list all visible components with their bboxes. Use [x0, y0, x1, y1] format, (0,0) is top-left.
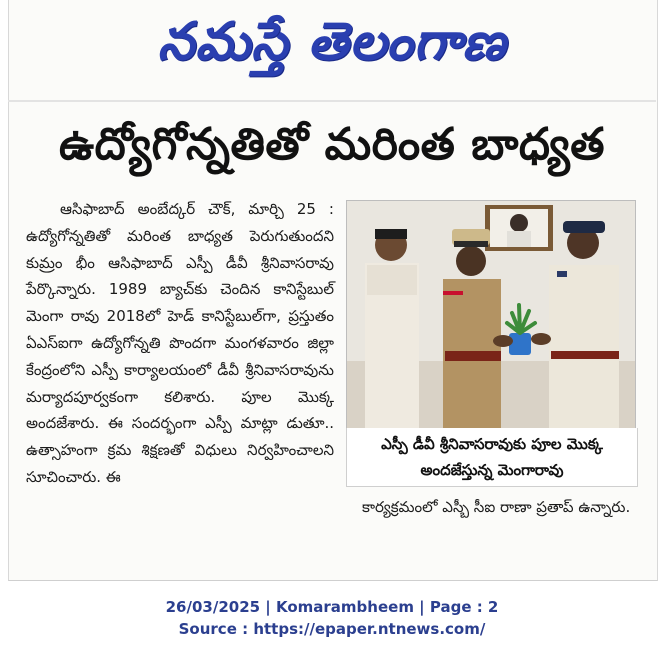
- article-body-text: ఆసిఫాబాద్ అంబేద్కర్ చౌక్, మార్చి 25 : ఉద్యోగోన్నతితో మరింత బాధ్యత పెరుగుతుందని కుమ్రం భీం ఆసిఫాబాద్ ఎస్పీ డీవీ శ్రీనివాసరావు పేర్కొన్నారు. 1989 బ్యాచ్‌కు చెందిన కానిస్టేబుల్ మెంగా రావు 2018లో హెడ్ కానిస్టేబుల్‌గా, ప్రస్తుతం ఏఎస్ఐగా ఉద్యోగోన్నతి పొందగా మంగళవారం జిల్లా కేంద్రంలోని ఎస్పీ కార్యాలయంలో డీవీ శ్రీనివాసరావును మర్యాదపూర్వకంగా కలిశారు. పూల మొక్క అందజేశారు. ఈ సందర్భంగా ఎస్పీ మాట్లా డుతూ.. ఉత్సాహంగా క్రమ శిక్షణతో విధులు నిర్వహించాలని సూచించారు. ఈ: [26, 200, 334, 486]
- article-continuation: కార్యక్రమంలో ఎస్బీ సీఐ రాణా ప్రతాప్ ఉన్నారు.: [362, 498, 631, 516]
- masthead-divider: [8, 100, 656, 102]
- photo-caption-line-2: అందజేస్తున్న మెంగారావు: [420, 461, 564, 479]
- photo-illustration: [347, 201, 635, 429]
- clipping-footer: [0, 596, 664, 640]
- photo-caption: [346, 428, 638, 487]
- article-photo: [346, 200, 636, 430]
- article-headline: ఉద్యోగోన్నతితో మరింత బాధ్యత: [58, 119, 605, 170]
- footer-source-link[interactable]: Source : https://epaper.ntnews.com/: [178, 620, 486, 638]
- masthead-title: నమస్తే తెలంగాణ: [157, 11, 507, 72]
- photo-caption-line-1: ఎస్పీ డీవీ శ్రీనివాసరావుకు పూల మొక్క: [381, 435, 603, 453]
- newspaper-masthead: [0, 0, 664, 96]
- footer-date-edition-page: 26/03/2025 | Komarambheem | Page : 2: [165, 598, 499, 616]
- article-body: [26, 196, 334, 491]
